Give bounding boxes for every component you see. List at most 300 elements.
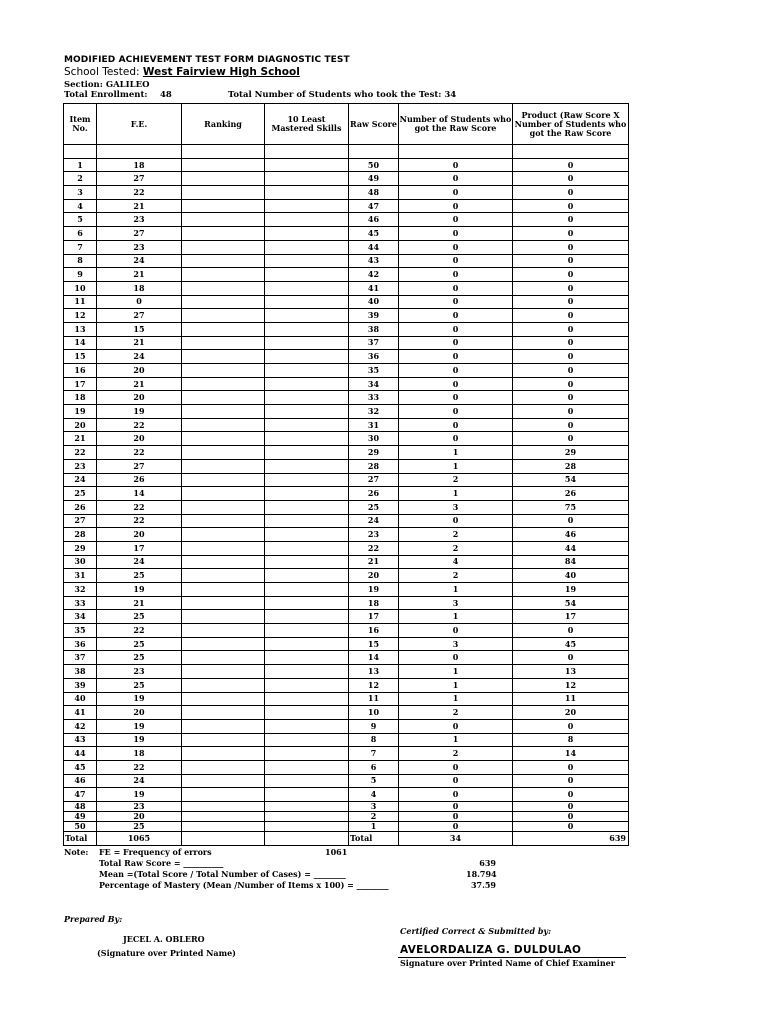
table-row <box>64 747 629 761</box>
cell-num-students: 0 <box>399 186 513 200</box>
cell-raw-score: 31 <box>349 418 399 432</box>
cell-fe: 19 <box>97 733 182 747</box>
cell-least-mastered <box>265 610 349 624</box>
cell-product: 0 <box>513 802 629 812</box>
table-row <box>64 610 629 624</box>
cell-fe: 15 <box>97 322 182 336</box>
took-test-count: Total Number of Students who took the Test: 34 <box>228 90 457 100</box>
cell-ranking <box>182 665 265 679</box>
cell-least-mastered <box>265 405 349 419</box>
cell-least-mastered <box>265 446 349 460</box>
cell-product: 75 <box>513 500 629 514</box>
cell-product: 45 <box>513 637 629 651</box>
cell-num-students: 0 <box>399 774 513 788</box>
cell-product: 0 <box>513 295 629 309</box>
cell-least-mastered <box>265 254 349 268</box>
cell-ranking <box>182 446 265 460</box>
cell-item-no: 43 <box>64 733 97 747</box>
cell-item-no: 46 <box>64 774 97 788</box>
cell-raw-score: 41 <box>349 281 399 295</box>
cell-num-students: 1 <box>399 459 513 473</box>
cell-item-no: 10 <box>64 281 97 295</box>
cell-least-mastered <box>265 432 349 446</box>
cell-num-students: 0 <box>399 322 513 336</box>
cell-item-no: 40 <box>64 692 97 706</box>
cell-product: 44 <box>513 541 629 555</box>
cell-raw-score: 4 <box>349 788 399 802</box>
cell-item-no: 13 <box>64 322 97 336</box>
cell-fe: 20 <box>97 364 182 378</box>
cell-fe: 25 <box>97 651 182 665</box>
table-row <box>64 500 629 514</box>
cell-ranking <box>182 364 265 378</box>
cell-ranking <box>182 774 265 788</box>
cell-item-no: 33 <box>64 596 97 610</box>
cell-product: 46 <box>513 528 629 542</box>
col-raw-score: Raw Score <box>349 104 399 145</box>
cell-fe: 0 <box>97 295 182 309</box>
table-row <box>64 678 629 692</box>
cell-item-no: 28 <box>64 528 97 542</box>
cell-product: 0 <box>513 186 629 200</box>
table-row <box>64 487 629 501</box>
table-row <box>64 227 629 241</box>
cell-product: 0 <box>513 309 629 323</box>
cell-raw-score: 23 <box>349 528 399 542</box>
table-row <box>64 812 629 822</box>
cell-raw-score: 15 <box>349 637 399 651</box>
table-row <box>64 322 629 336</box>
form-title: MODIFIED ACHIEVEMENT TEST FORM DIAGNOSTIC TEST <box>64 55 350 65</box>
cell-raw-score: 21 <box>349 555 399 569</box>
cell-num-students: 0 <box>399 309 513 323</box>
cell-least-mastered <box>265 747 349 761</box>
cell-item-no: 35 <box>64 624 97 638</box>
cell-raw-score: 30 <box>349 432 399 446</box>
cell-least-mastered <box>265 281 349 295</box>
cell-num-students: 0 <box>399 281 513 295</box>
cell-product: 54 <box>513 473 629 487</box>
cell-ranking <box>182 528 265 542</box>
cell-item-no: 22 <box>64 446 97 460</box>
preparer-name: JECEL A. OBLERO <box>123 934 205 944</box>
cell-item-no: 5 <box>64 213 97 227</box>
cell-fe: 17 <box>97 541 182 555</box>
cell-ranking <box>182 199 265 213</box>
cell-item-no: 31 <box>64 569 97 583</box>
cell-least-mastered <box>265 774 349 788</box>
cell-fe: 22 <box>97 514 182 528</box>
cell-fe: 25 <box>97 610 182 624</box>
cell-ranking <box>182 432 265 446</box>
cell-ranking <box>182 186 265 200</box>
cell-item-no: 29 <box>64 541 97 555</box>
cell-least-mastered <box>265 637 349 651</box>
table-row <box>64 199 629 213</box>
cell-num-students: 1 <box>399 678 513 692</box>
table-row <box>64 514 629 528</box>
cell-item-no: 36 <box>64 637 97 651</box>
cell-product: 14 <box>513 747 629 761</box>
cell-fe: 23 <box>97 802 182 812</box>
cell-item-no: 50 <box>64 822 97 832</box>
cell-num-students: 0 <box>399 788 513 802</box>
table-row <box>64 459 629 473</box>
table-row <box>64 309 629 323</box>
cell-num-students: 3 <box>399 637 513 651</box>
cell-raw-score: 50 <box>349 158 399 172</box>
cell-product: 0 <box>513 651 629 665</box>
cell-least-mastered <box>265 391 349 405</box>
cell-num-students: 0 <box>399 158 513 172</box>
total-students: 34 <box>399 832 513 846</box>
cell-least-mastered <box>265 268 349 282</box>
cell-num-students: 1 <box>399 487 513 501</box>
cell-least-mastered <box>265 336 349 350</box>
cell-num-students: 1 <box>399 665 513 679</box>
cell-fe: 20 <box>97 706 182 720</box>
cell-fe: 19 <box>97 788 182 802</box>
cell-fe: 23 <box>97 665 182 679</box>
cell-fe: 18 <box>97 281 182 295</box>
total-label-left: Total <box>64 832 97 846</box>
cell-raw-score: 9 <box>349 719 399 733</box>
col-least-mastered: 10 Least Mastered Skills <box>265 104 349 145</box>
table-row <box>64 377 629 391</box>
cell-least-mastered <box>265 555 349 569</box>
cell-ranking <box>182 309 265 323</box>
cell-raw-score: 36 <box>349 350 399 364</box>
cell-least-mastered <box>265 172 349 186</box>
table-row <box>64 569 629 583</box>
cell-least-mastered <box>265 459 349 473</box>
table-row <box>64 446 629 460</box>
cell-ranking <box>182 377 265 391</box>
cell-least-mastered <box>265 309 349 323</box>
cell-ranking <box>182 281 265 295</box>
cell-product: 0 <box>513 418 629 432</box>
cell-ranking <box>182 172 265 186</box>
cell-product: 29 <box>513 446 629 460</box>
cell-least-mastered <box>265 528 349 542</box>
cell-least-mastered <box>265 665 349 679</box>
table-row <box>64 432 629 446</box>
cell-fe: 27 <box>97 309 182 323</box>
table-row <box>64 555 629 569</box>
cell-raw-score: 17 <box>349 610 399 624</box>
cell-fe: 22 <box>97 500 182 514</box>
cell-product: 28 <box>513 459 629 473</box>
cell-num-students: 0 <box>399 418 513 432</box>
cell-num-students: 0 <box>399 802 513 812</box>
cell-ranking <box>182 240 265 254</box>
cell-item-no: 25 <box>64 487 97 501</box>
cell-ranking <box>182 459 265 473</box>
cell-least-mastered <box>265 760 349 774</box>
school-name: West Fairview High School <box>142 66 300 78</box>
cell-num-students: 1 <box>399 446 513 460</box>
cell-ranking <box>182 733 265 747</box>
cell-ranking <box>182 418 265 432</box>
cell-fe: 21 <box>97 268 182 282</box>
table-row <box>64 719 629 733</box>
cell-item-no: 14 <box>64 336 97 350</box>
fe-definition: FE = Frequency of errors <box>99 847 212 857</box>
cell-least-mastered <box>265 822 349 832</box>
cell-num-students: 2 <box>399 706 513 720</box>
cell-product: 0 <box>513 254 629 268</box>
table-row <box>64 733 629 747</box>
cell-item-no: 42 <box>64 719 97 733</box>
cell-num-students: 0 <box>399 268 513 282</box>
table-row <box>64 364 629 378</box>
cell-fe: 24 <box>97 774 182 788</box>
table-row <box>64 583 629 597</box>
cell-product: 11 <box>513 692 629 706</box>
cell-raw-score: 32 <box>349 405 399 419</box>
total-ranking <box>182 832 265 846</box>
cell-item-no: 44 <box>64 747 97 761</box>
table-row <box>64 706 629 720</box>
cell-product: 0 <box>513 350 629 364</box>
section-label: Section: GALILEO <box>64 80 150 90</box>
cell-fe: 21 <box>97 377 182 391</box>
cell-product: 0 <box>513 405 629 419</box>
table-row <box>64 172 629 186</box>
cell-fe: 21 <box>97 336 182 350</box>
cell-least-mastered <box>265 158 349 172</box>
cell-product: 19 <box>513 583 629 597</box>
cell-fe: 19 <box>97 583 182 597</box>
cell-least-mastered <box>265 199 349 213</box>
cell-fe: 27 <box>97 459 182 473</box>
total-row <box>64 832 629 846</box>
cell-product: 0 <box>513 158 629 172</box>
cell-num-students: 0 <box>399 391 513 405</box>
col-item-no: Item No. <box>64 104 97 145</box>
table-row <box>64 213 629 227</box>
cell-raw-score: 2 <box>349 812 399 822</box>
cell-raw-score: 6 <box>349 760 399 774</box>
cell-fe: 22 <box>97 446 182 460</box>
cell-fe: 22 <box>97 760 182 774</box>
cell-raw-score: 47 <box>349 199 399 213</box>
table-body <box>64 145 629 846</box>
col-fe: F.E. <box>97 104 182 145</box>
cell-raw-score: 19 <box>349 583 399 597</box>
enrollment-label: Total Enrollment: <box>64 90 148 100</box>
cell-product: 84 <box>513 555 629 569</box>
cell-num-students: 2 <box>399 528 513 542</box>
cell-num-students: 1 <box>399 583 513 597</box>
cell-fe: 25 <box>97 637 182 651</box>
cell-product: 0 <box>513 281 629 295</box>
cell-least-mastered <box>265 364 349 378</box>
cell-num-students: 3 <box>399 500 513 514</box>
enrollment-value: 48 <box>160 90 172 100</box>
cell-least-mastered <box>265 802 349 812</box>
cell-fe: 23 <box>97 240 182 254</box>
preparer-caption: (Signature over Printed Name) <box>97 948 236 958</box>
cell-ranking <box>182 295 265 309</box>
mastery-value: 37.59 <box>470 880 496 890</box>
table-row <box>64 624 629 638</box>
table-row <box>64 473 629 487</box>
cell-product: 0 <box>513 760 629 774</box>
cell-raw-score: 38 <box>349 322 399 336</box>
cell-item-no: 4 <box>64 199 97 213</box>
cell-product: 0 <box>513 172 629 186</box>
mastery-formula: Percentage of Mastery (Mean /Number of Items x 100) = ________ <box>99 880 389 890</box>
certified-label: Certified Correct & Submitted by: <box>400 926 552 936</box>
table-row <box>64 637 629 651</box>
cell-fe: 21 <box>97 199 182 213</box>
cell-fe: 19 <box>97 719 182 733</box>
table-row <box>64 651 629 665</box>
cell-item-no: 23 <box>64 459 97 473</box>
cell-raw-score: 7 <box>349 747 399 761</box>
cell-least-mastered <box>265 733 349 747</box>
cell-num-students: 0 <box>399 350 513 364</box>
cell-num-students: 0 <box>399 822 513 832</box>
cell-product: 0 <box>513 364 629 378</box>
school-tested <box>64 66 300 78</box>
cell-ranking <box>182 158 265 172</box>
table-row <box>64 822 629 832</box>
cell-item-no: 30 <box>64 555 97 569</box>
school-tested-label: School Tested: <box>64 66 140 78</box>
table-row <box>64 240 629 254</box>
cell-item-no: 16 <box>64 364 97 378</box>
cell-ranking <box>182 802 265 812</box>
cell-least-mastered <box>265 583 349 597</box>
cell-num-students: 2 <box>399 541 513 555</box>
cell-fe: 22 <box>97 624 182 638</box>
cell-item-no: 17 <box>64 377 97 391</box>
cell-ranking <box>182 624 265 638</box>
cell-raw-score: 29 <box>349 446 399 460</box>
cell-item-no: 9 <box>64 268 97 282</box>
cell-raw-score: 16 <box>349 624 399 638</box>
cell-num-students: 2 <box>399 747 513 761</box>
cell-fe: 18 <box>97 747 182 761</box>
cell-fe: 22 <box>97 418 182 432</box>
cell-raw-score: 44 <box>349 240 399 254</box>
cell-product: 12 <box>513 678 629 692</box>
cell-product: 0 <box>513 822 629 832</box>
cell-product: 0 <box>513 624 629 638</box>
cell-num-students: 1 <box>399 733 513 747</box>
cell-least-mastered <box>265 227 349 241</box>
cell-raw-score: 25 <box>349 500 399 514</box>
cell-num-students: 0 <box>399 295 513 309</box>
cell-item-no: 6 <box>64 227 97 241</box>
cell-least-mastered <box>265 651 349 665</box>
cell-item-no: 2 <box>64 172 97 186</box>
cell-least-mastered <box>265 350 349 364</box>
cell-ranking <box>182 514 265 528</box>
cell-ranking <box>182 391 265 405</box>
total-product: 639 <box>513 832 629 846</box>
cell-raw-score: 49 <box>349 172 399 186</box>
cell-item-no: 18 <box>64 391 97 405</box>
table-row <box>64 760 629 774</box>
cell-num-students: 0 <box>399 364 513 378</box>
cell-fe: 27 <box>97 172 182 186</box>
cell-num-students: 0 <box>399 760 513 774</box>
cell-ranking <box>182 596 265 610</box>
cell-ranking <box>182 487 265 501</box>
cell-raw-score: 34 <box>349 377 399 391</box>
cell-item-no: 3 <box>64 186 97 200</box>
cell-raw-score: 22 <box>349 541 399 555</box>
table-row <box>64 541 629 555</box>
cell-product: 0 <box>513 227 629 241</box>
table-row <box>64 802 629 812</box>
cell-item-no: 21 <box>64 432 97 446</box>
cell-item-no: 32 <box>64 583 97 597</box>
cell-raw-score: 5 <box>349 774 399 788</box>
cell-raw-score: 46 <box>349 213 399 227</box>
cell-num-students: 2 <box>399 569 513 583</box>
cell-item-no: 15 <box>64 350 97 364</box>
cell-product: 0 <box>513 199 629 213</box>
cell-num-students: 1 <box>399 610 513 624</box>
cell-item-no: 1 <box>64 158 97 172</box>
cell-item-no: 19 <box>64 405 97 419</box>
cell-num-students: 0 <box>399 336 513 350</box>
cell-raw-score: 20 <box>349 569 399 583</box>
cell-ranking <box>182 583 265 597</box>
cell-num-students: 0 <box>399 254 513 268</box>
cell-num-students: 1 <box>399 692 513 706</box>
cell-product: 0 <box>513 788 629 802</box>
cell-ranking <box>182 213 265 227</box>
cell-ranking <box>182 336 265 350</box>
cell-least-mastered <box>265 213 349 227</box>
table-row <box>64 788 629 802</box>
table-row <box>64 281 629 295</box>
cell-ranking <box>182 227 265 241</box>
cell-least-mastered <box>265 322 349 336</box>
cell-fe: 25 <box>97 678 182 692</box>
cell-item-no: 45 <box>64 760 97 774</box>
cell-fe: 27 <box>97 227 182 241</box>
col-product: Product (Raw Score X Number of Students who got the Raw Score <box>513 104 629 145</box>
cell-raw-score: 12 <box>349 678 399 692</box>
cell-num-students: 0 <box>399 812 513 822</box>
cell-least-mastered <box>265 418 349 432</box>
cell-raw-score: 14 <box>349 651 399 665</box>
table-row <box>64 405 629 419</box>
cell-item-no: 34 <box>64 610 97 624</box>
cell-fe: 24 <box>97 555 182 569</box>
total-fe: 1065 <box>97 832 182 846</box>
cell-least-mastered <box>265 295 349 309</box>
spacer-row <box>64 145 629 159</box>
cell-product: 0 <box>513 719 629 733</box>
cell-fe: 19 <box>97 405 182 419</box>
cell-item-no: 8 <box>64 254 97 268</box>
cell-ranking <box>182 405 265 419</box>
cell-least-mastered <box>265 788 349 802</box>
score-table <box>63 103 629 846</box>
cell-raw-score: 13 <box>349 665 399 679</box>
table-row <box>64 774 629 788</box>
table-row <box>64 350 629 364</box>
col-num-students: Number of Students who got the Raw Score <box>399 104 513 145</box>
cell-fe: 20 <box>97 812 182 822</box>
